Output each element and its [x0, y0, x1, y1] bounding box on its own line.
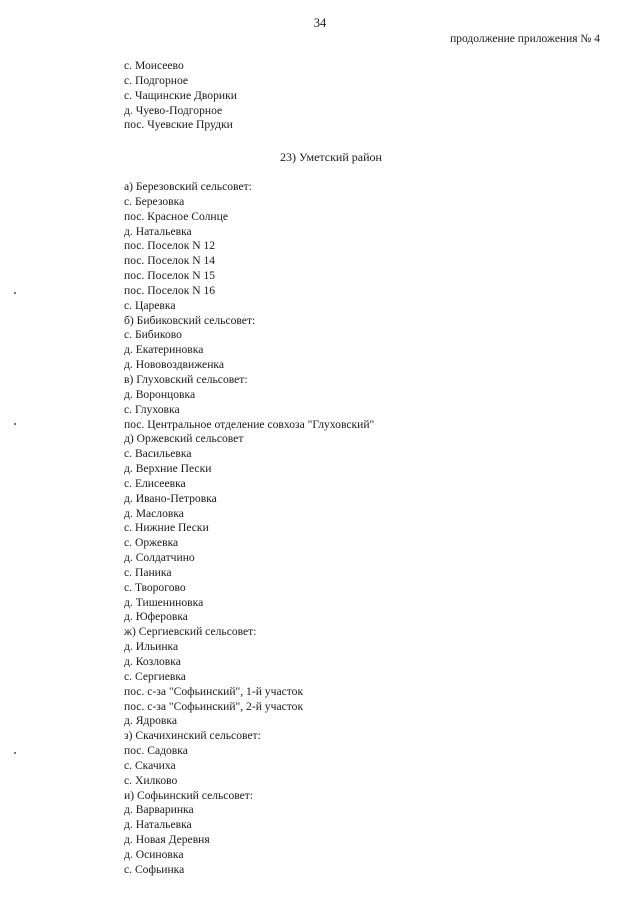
- list-item: пос. Садовка: [124, 744, 188, 758]
- list-item: с. Оржевка: [124, 536, 179, 550]
- list-item: з) Скачихинский сельсовет:: [124, 729, 261, 743]
- list-item: пос. с-за "Софьинский", 1-й участок: [124, 684, 304, 698]
- list-item: пос. Поселок N 14: [124, 254, 216, 268]
- list-item: пос. с-за "Софьинский", 2-й участок: [124, 699, 304, 713]
- list-item: пос. Красное Солнце: [124, 209, 228, 223]
- list-item: б) Бибиковский сельсовет:: [124, 313, 256, 327]
- district-settlement-list: [124, 180, 374, 878]
- list-item: пос. Поселок N 12: [124, 239, 216, 253]
- list-item: с. Васильевка: [124, 447, 192, 461]
- list-item: с. Творогово: [124, 580, 186, 594]
- list-item: с. Глуховка: [124, 402, 180, 416]
- list-item: д. Воронцовка: [124, 387, 196, 401]
- list-item: в) Глуховский сельсовет:: [124, 372, 248, 386]
- list-item: д. Тишениновка: [124, 595, 204, 609]
- list-item: с. Скачиха: [124, 758, 176, 772]
- list-item: пос. Центральное отделение совхоза "Глуховский": [124, 417, 375, 431]
- top-settlement-list: [124, 59, 237, 133]
- list-item: д. Екатериновка: [124, 343, 204, 357]
- list-item: д. Ивано-Петровка: [124, 491, 217, 505]
- list-item: с. Чащинские Дворики: [124, 88, 237, 102]
- list-item: с. Сергиевка: [124, 669, 186, 683]
- list-item: пос. Чуевские Прудки: [124, 118, 233, 132]
- list-item: д. Солдатчино: [124, 551, 195, 565]
- list-item: с. Софьинка: [124, 862, 185, 876]
- list-item: с. Елисеевка: [124, 476, 186, 490]
- list-item: д. Варваринка: [124, 803, 194, 817]
- page-number: 34: [313, 16, 327, 30]
- list-item: д) Оржевский сельсовет: [124, 432, 244, 446]
- list-item: д. Ильинка: [124, 640, 179, 654]
- continuation-note: продолжение приложения № 4: [450, 33, 600, 45]
- list-item: с. Царевка: [124, 298, 176, 312]
- list-item: пос. Поселок N 15: [124, 269, 216, 283]
- list-item: д. Нововоздвиженка: [124, 358, 225, 372]
- margin-mark: [14, 423, 16, 425]
- margin-mark: [14, 752, 16, 754]
- list-item: д. Юферовка: [124, 610, 188, 624]
- list-item: д. Новая Деревня: [124, 833, 210, 847]
- list-item: с. Нижние Пески: [124, 521, 209, 535]
- list-item: д. Натальевка: [124, 818, 192, 832]
- list-item: пос. Поселок N 16: [124, 283, 216, 297]
- list-item: и) Софьинский сельсовет:: [124, 788, 254, 802]
- list-item: с. Березовка: [124, 194, 185, 208]
- list-item: с. Бибиково: [124, 328, 182, 342]
- list-item: д. Осиновка: [124, 847, 184, 861]
- list-item: д. Верхние Пески: [124, 462, 212, 476]
- section-title: 23) Уметский район: [280, 150, 382, 164]
- list-item: с. Подгорное: [124, 73, 189, 87]
- list-item: д. Масловка: [124, 506, 184, 520]
- list-item: д. Чуево-Подгорное: [124, 103, 223, 117]
- margin-mark: [14, 292, 16, 294]
- list-item: д. Натальевка: [124, 224, 192, 238]
- list-item: ж) Сергиевский сельсовет:: [124, 625, 257, 639]
- list-item: д. Ядровка: [124, 714, 177, 728]
- list-item: с. Хилково: [124, 773, 178, 787]
- list-item: д. Козловка: [124, 655, 181, 668]
- list-item: с. Паника: [124, 565, 172, 579]
- list-item: с. Моисеево: [124, 59, 184, 72]
- list-item: а) Березовский сельсовет:: [124, 180, 252, 193]
